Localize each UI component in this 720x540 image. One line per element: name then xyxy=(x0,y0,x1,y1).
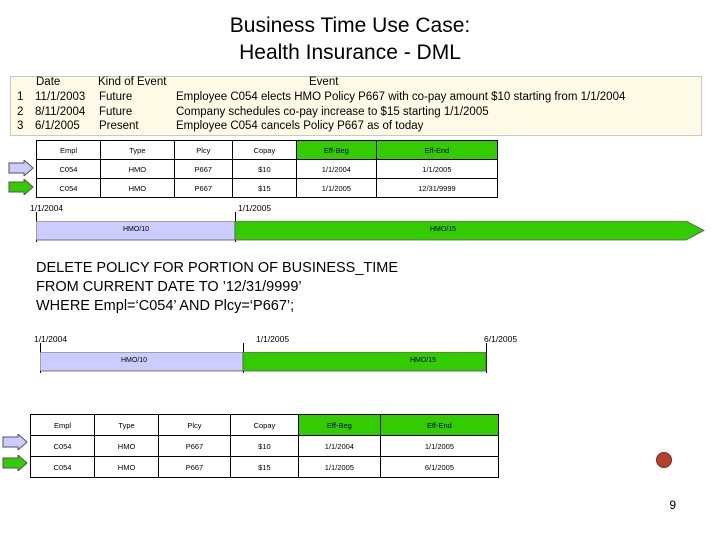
event-row-2-kind: Future xyxy=(99,106,133,118)
cell: P667 xyxy=(174,160,232,179)
cell: C054 xyxy=(31,436,95,457)
col-header-copay: Copay xyxy=(230,415,298,436)
timeline-after-segment-2: HMO/15 xyxy=(410,357,437,364)
cell: 1/1/2005 xyxy=(376,160,497,179)
timeline-after-segment-1: HMO/10 xyxy=(121,357,148,364)
sql-line-2: FROM CURRENT DATE TO ’12/31/9999’ xyxy=(36,279,302,295)
col-header-type: Type xyxy=(95,415,159,436)
timeline-before-segment-1: HMO/10 xyxy=(123,226,150,233)
cell: 6/1/2005 xyxy=(380,457,498,478)
cell: HMO xyxy=(95,457,159,478)
row-pointer-arrow-icon xyxy=(8,160,34,176)
event-row-3-date: 6/1/2005 xyxy=(35,120,80,132)
col-header-empl: Empl xyxy=(31,415,95,436)
cell: $15 xyxy=(230,457,298,478)
col-header-copay: Copay xyxy=(232,141,296,160)
event-row-3-num: 3 xyxy=(17,120,24,132)
title-line-1: Business Time Use Case: xyxy=(229,14,471,37)
col-header-eff-beg: Eff-Beg xyxy=(298,415,380,436)
cell: 1/1/2005 xyxy=(296,179,376,198)
cell: 1/1/2005 xyxy=(298,457,380,478)
event-row-2-date: 8/11/2004 xyxy=(35,106,86,118)
timeline-before-segment-2: HMO/15 xyxy=(430,226,457,233)
sql-statement xyxy=(36,259,398,316)
cell: HMO xyxy=(95,436,159,457)
row-pointer-arrow-icon xyxy=(2,455,28,471)
cell: C054 xyxy=(37,179,101,198)
bullet-dot-icon xyxy=(656,452,672,468)
table-header-row xyxy=(37,141,498,160)
table-header-row xyxy=(31,415,499,436)
timeline-before-date-2: 1/1/2005 xyxy=(238,203,272,213)
table-row xyxy=(31,436,499,457)
table-row xyxy=(37,160,498,179)
cell: 12/31/9999 xyxy=(376,179,497,198)
sql-line-1: DELETE POLICY FOR PORTION OF BUSINESS_TIME xyxy=(36,260,399,276)
cell: $10 xyxy=(230,436,298,457)
event-row-3-kind: Present xyxy=(99,120,139,132)
timeline-before-date-1: 1/1/2004 xyxy=(30,203,64,213)
col-header-type: Type xyxy=(100,141,174,160)
cell: P667 xyxy=(159,436,231,457)
cell: $10 xyxy=(232,160,296,179)
cell: 1/1/2005 xyxy=(380,436,498,457)
cell: HMO xyxy=(100,160,174,179)
events-header-date: Date xyxy=(36,76,61,88)
event-row-1-kind: Future xyxy=(99,91,133,103)
policy-table-before xyxy=(36,140,498,198)
segment-hmo15-bar xyxy=(243,352,486,371)
timeline-after-date-1: 1/1/2004 xyxy=(34,334,68,344)
cell: P667 xyxy=(159,457,231,478)
cell: C054 xyxy=(31,457,95,478)
event-row-2-text: Company schedules co-pay increase to $15 starting 1/1/2005 xyxy=(176,106,489,118)
cell: 1/1/2004 xyxy=(298,436,380,457)
col-header-eff-beg: Eff-Beg xyxy=(296,141,376,160)
col-header-plcy: Plcy xyxy=(174,141,232,160)
policy-table-after xyxy=(30,414,499,478)
col-header-empl: Empl xyxy=(37,141,101,160)
table-row xyxy=(31,457,499,478)
event-row-1-text: Employee C054 elects HMO Policy P667 with co-pay amount $10 starting from 1/1/2004 xyxy=(176,91,626,103)
timeline-after-date-2: 1/1/2005 xyxy=(256,334,290,344)
page-number: 9 xyxy=(669,498,676,512)
col-header-eff-end: Eff-End xyxy=(380,415,498,436)
segment-hmo15-bar xyxy=(235,221,704,240)
cell: $15 xyxy=(232,179,296,198)
cell: HMO xyxy=(100,179,174,198)
event-row-3-text: Employee C054 cancels Policy P667 as of today xyxy=(176,120,424,132)
event-row-2-num: 2 xyxy=(17,106,24,118)
timeline-after-date-3: 6/1/2005 xyxy=(484,334,518,344)
sql-line-3: WHERE Empl=‘C054’ AND Plcy=‘P667’; xyxy=(36,298,295,314)
col-header-eff-end: Eff-End xyxy=(376,141,497,160)
title-line-2: Health Insurance - DML xyxy=(239,41,461,64)
event-row-1-date: 11/1/2003 xyxy=(35,91,86,103)
cell: C054 xyxy=(37,160,101,179)
slide-title xyxy=(0,12,720,66)
events-header-kind: Kind of Event xyxy=(98,76,167,88)
row-pointer-arrow-icon xyxy=(2,434,28,450)
table-row xyxy=(37,179,498,198)
events-header-event: Event xyxy=(309,76,339,88)
cell: 1/1/2004 xyxy=(296,160,376,179)
row-pointer-arrow-icon xyxy=(8,179,34,195)
cell: P667 xyxy=(174,179,232,198)
col-header-plcy: Plcy xyxy=(159,415,231,436)
event-row-1-num: 1 xyxy=(17,91,24,103)
